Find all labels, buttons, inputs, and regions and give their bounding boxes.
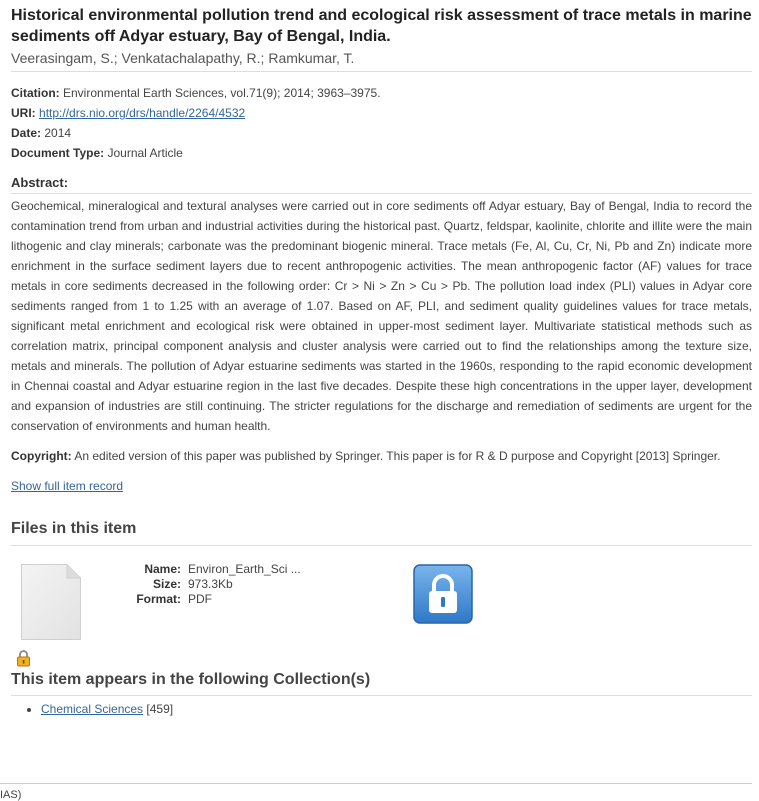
date-value: 2014 bbox=[44, 126, 72, 140]
uri-link[interactable]: http://drs.nio.org/drs/handle/2264/4532 bbox=[39, 106, 246, 120]
citation-label: Citation: bbox=[11, 86, 60, 100]
uri-row bbox=[11, 103, 752, 123]
file-name-label: Name: bbox=[144, 562, 181, 576]
show-full-record-link[interactable]: Show full item record bbox=[11, 479, 124, 493]
footer-text: IAS) bbox=[0, 789, 22, 801]
collections-list bbox=[11, 700, 752, 718]
date-row bbox=[11, 123, 752, 143]
page-title: Historical environmental pollution trend and ecological risk assessment of trace metals in marine sediments off Adyar estuary, Bay of Bengal, India. bbox=[11, 7, 752, 45]
copyright-text: An edited version of this paper was published by Springer. This paper is for R & D purpose and Copyright [2013] Springer. bbox=[74, 449, 721, 463]
metadata-block bbox=[11, 83, 752, 163]
citation-row bbox=[11, 83, 752, 103]
divider bbox=[11, 71, 752, 72]
collections-heading: This item appears in the following Collection(s) bbox=[11, 671, 371, 688]
copyright-label: Copyright: bbox=[11, 449, 72, 463]
collection-link[interactable]: Chemical Sciences bbox=[41, 702, 144, 716]
citation-value: Environmental Earth Sciences, vol.71(9); 2014; 3963–3975. bbox=[63, 86, 381, 100]
uri-label: URI: bbox=[11, 106, 36, 120]
authors: Veerasingam, S.; Venkatachalapathy, R.; Ramkumar, T. bbox=[11, 50, 355, 66]
file-size-value: 973.3Kb bbox=[188, 577, 233, 591]
show-full-record bbox=[11, 476, 752, 496]
divider bbox=[11, 193, 752, 194]
divider bbox=[11, 695, 752, 696]
date-label: Date: bbox=[11, 126, 42, 140]
document-type-label: Document Type: bbox=[11, 146, 105, 160]
footer-divider bbox=[0, 783, 752, 784]
document-type-row bbox=[11, 143, 752, 163]
file-format-value: PDF bbox=[188, 592, 212, 606]
document-type-value: Journal Article bbox=[107, 146, 183, 160]
item-view bbox=[11, 0, 752, 718]
file-format-label: Format: bbox=[136, 592, 181, 606]
document-thumbnail-icon[interactable] bbox=[21, 564, 81, 640]
file-size-label: Size: bbox=[152, 577, 181, 591]
file-details bbox=[121, 562, 301, 607]
file-name-value: Environ_Earth_Sci ... bbox=[188, 562, 301, 576]
lock-icon[interactable] bbox=[413, 564, 473, 624]
collection-count: [459] bbox=[146, 702, 174, 716]
list-item bbox=[41, 700, 752, 718]
copyright bbox=[11, 446, 752, 466]
abstract-text: Geochemical, mineralogical and textural analyses were carried out in core sediments off Adyar estuary, Bay of Bengal, India to record the contamination trend from urban and industrial activities during the historical past. Quartz, feldspar, kaolinite, chlorite and illite were the main lithogenic and clay minerals; carbonate was the predominant biogenic mineral. Trace metals (Fe, Al, Cu, Cr, Ni, Pb and Zn) indicate more enrichment in the surface sediment layers due to recent anthropogenic activities. The mean anthropogenic factor (AF) values for trace metals in core sediments decreased in the following order: Cr > Ni > Zn > Cu > Pb. The pollution load index (PLI) values in Adyar core sediments ranged from 1 to 1.25 with an average of 1.07. Based on AF, PLI, and sediment quality guidelines values for trace metals, significant metal enrichment and ecological risk were obtained in upper-most sediment layer. Multivariate statistical methods such as correlation matrix, principal component analysis and cluster analysis were carried out to find the relationships among the texture size, metals and minerals. The pollution of Adyar estuarine sediments was started in the 1960s, responding to the rapid economic development in Chennai coastal and Adyar estuarine region in the last five decades. Despite these high concentrations in the upper layer, development and expansion of industries are still continuing. The stricter regulations for the discharge and remediation of sediments are urgent for the conservation of environments and human health. bbox=[11, 199, 752, 433]
abstract-label: Abstract: bbox=[11, 175, 69, 190]
files-heading: Files in this item bbox=[11, 520, 137, 537]
file-entry bbox=[11, 546, 752, 676]
lock-icon bbox=[16, 649, 31, 667]
